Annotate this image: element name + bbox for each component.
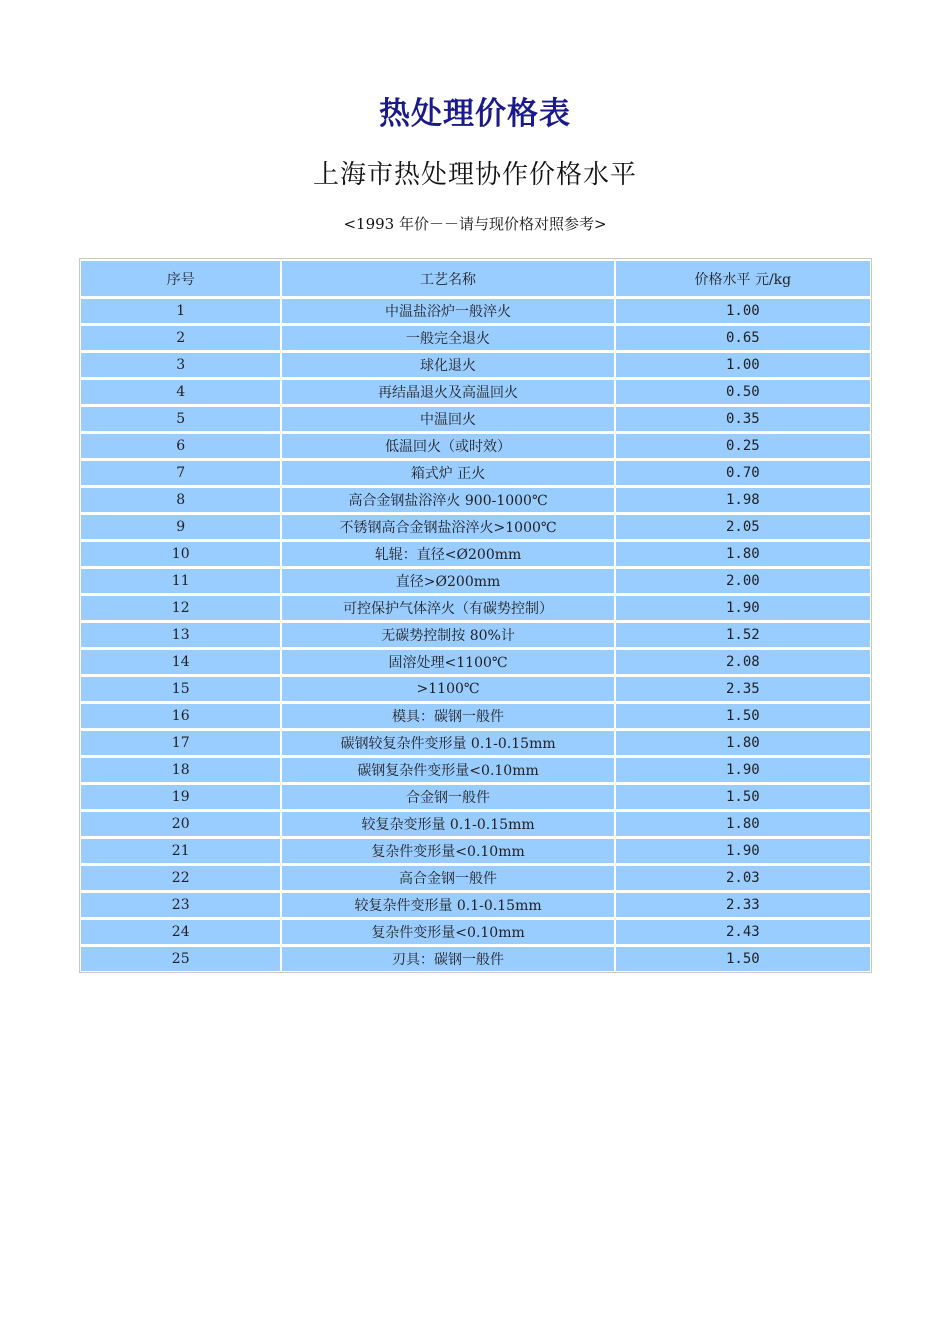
table-row bbox=[80, 540, 871, 567]
table-row bbox=[80, 783, 871, 810]
table-row bbox=[80, 432, 871, 459]
page-subtitle: 上海市热处理协作价格水平 bbox=[312, 160, 637, 190]
table-row bbox=[80, 486, 871, 513]
price-cell: 2.03 bbox=[615, 864, 871, 891]
process-name-cell: 碳钢较复杂件变形量 0.1-0.15mm bbox=[281, 729, 614, 756]
serial-number-cell: 18 bbox=[80, 756, 281, 783]
process-name-cell: 可控保护气体淬火（有碳势控制） bbox=[281, 594, 614, 621]
price-cell: 1.98 bbox=[615, 486, 871, 513]
price-cell: 0.50 bbox=[615, 378, 871, 405]
price-cell: 2.00 bbox=[615, 567, 871, 594]
serial-number-cell: 10 bbox=[80, 540, 281, 567]
serial-number-cell: 5 bbox=[80, 405, 281, 432]
serial-number-cell: 6 bbox=[80, 432, 281, 459]
price-cell: 2.43 bbox=[615, 918, 871, 945]
price-cell: 0.70 bbox=[615, 459, 871, 486]
process-name-cell: 箱式炉 正火 bbox=[281, 459, 614, 486]
serial-number-cell: 22 bbox=[80, 864, 281, 891]
process-name-cell: 无碳势控制按 80%计 bbox=[281, 621, 614, 648]
serial-number-cell: 20 bbox=[80, 810, 281, 837]
price-cell: 1.50 bbox=[615, 702, 871, 729]
price-cell: 1.80 bbox=[615, 729, 871, 756]
price-cell: 0.25 bbox=[615, 432, 871, 459]
table-row bbox=[80, 351, 871, 378]
process-name-cell: 模具：碳钢一般件 bbox=[281, 702, 614, 729]
table-row bbox=[80, 648, 871, 675]
serial-number-cell: 13 bbox=[80, 621, 281, 648]
serial-number-cell: 15 bbox=[80, 675, 281, 702]
process-name-cell: 固溶处理<1100℃ bbox=[281, 648, 614, 675]
process-name-cell: 低温回火（或时效） bbox=[281, 432, 614, 459]
process-name-cell: 复杂件变形量<0.10mm bbox=[281, 918, 614, 945]
price-cell: 1.50 bbox=[615, 783, 871, 810]
price-cell: 1.00 bbox=[615, 297, 871, 324]
price-cell: 1.90 bbox=[615, 756, 871, 783]
serial-number-cell: 21 bbox=[80, 837, 281, 864]
table-row bbox=[80, 621, 871, 648]
price-cell: 1.50 bbox=[615, 945, 871, 972]
table-row bbox=[80, 891, 871, 918]
table-row bbox=[80, 297, 871, 324]
table-row bbox=[80, 864, 871, 891]
table-row bbox=[80, 513, 871, 540]
price-cell: 0.35 bbox=[615, 405, 871, 432]
table-row bbox=[80, 756, 871, 783]
process-name-cell: >1100℃ bbox=[281, 675, 614, 702]
table-row bbox=[80, 567, 871, 594]
table-row bbox=[80, 729, 871, 756]
price-cell: 2.08 bbox=[615, 648, 871, 675]
process-name-cell: 球化退火 bbox=[281, 351, 614, 378]
serial-number-cell: 2 bbox=[80, 324, 281, 351]
process-name-cell: 较复杂变形量 0.1-0.15mm bbox=[281, 810, 614, 837]
serial-number-cell: 19 bbox=[80, 783, 281, 810]
price-cell: 1.52 bbox=[615, 621, 871, 648]
serial-number-cell: 7 bbox=[80, 459, 281, 486]
process-name-cell: 轧辊：直径<Ø200mm bbox=[281, 540, 614, 567]
process-name-cell: 再结晶退火及高温回火 bbox=[281, 378, 614, 405]
table-body bbox=[80, 297, 871, 972]
header-process-name: 工艺名称 bbox=[281, 259, 614, 297]
table-row bbox=[80, 378, 871, 405]
table-row bbox=[80, 702, 871, 729]
serial-number-cell: 23 bbox=[80, 891, 281, 918]
serial-number-cell: 3 bbox=[80, 351, 281, 378]
table-row bbox=[80, 810, 871, 837]
serial-number-cell: 9 bbox=[80, 513, 281, 540]
price-cell: 1.90 bbox=[615, 594, 871, 621]
process-name-cell: 碳钢复杂件变形量<0.10mm bbox=[281, 756, 614, 783]
price-cell: 1.90 bbox=[615, 837, 871, 864]
process-name-cell: 复杂件变形量<0.10mm bbox=[281, 837, 614, 864]
process-name-cell: 中温盐浴炉一般淬火 bbox=[281, 297, 614, 324]
process-name-cell: 刃具：碳钢一般件 bbox=[281, 945, 614, 972]
serial-number-cell: 8 bbox=[80, 486, 281, 513]
table-row bbox=[80, 459, 871, 486]
table-row bbox=[80, 918, 871, 945]
price-table bbox=[79, 258, 872, 973]
table-row bbox=[80, 324, 871, 351]
table-header-row bbox=[80, 259, 871, 297]
table-row bbox=[80, 594, 871, 621]
serial-number-cell: 16 bbox=[80, 702, 281, 729]
serial-number-cell: 24 bbox=[80, 918, 281, 945]
price-cell: 1.80 bbox=[615, 810, 871, 837]
process-name-cell: 合金钢一般件 bbox=[281, 783, 614, 810]
header-serial-number: 序号 bbox=[80, 259, 281, 297]
table-row bbox=[80, 837, 871, 864]
process-name-cell: 较复杂件变形量 0.1-0.15mm bbox=[281, 891, 614, 918]
page-title: 热处理价格表 bbox=[379, 96, 571, 132]
process-name-cell: 直径>Ø200mm bbox=[281, 567, 614, 594]
table-row bbox=[80, 945, 871, 972]
price-year-note: <1993 年价－－请与现价格对照参考> bbox=[343, 215, 607, 233]
process-name-cell: 一般完全退火 bbox=[281, 324, 614, 351]
serial-number-cell: 17 bbox=[80, 729, 281, 756]
serial-number-cell: 25 bbox=[80, 945, 281, 972]
process-name-cell: 中温回火 bbox=[281, 405, 614, 432]
process-name-cell: 高合金钢盐浴淬火 900-1000℃ bbox=[281, 486, 614, 513]
table-row bbox=[80, 675, 871, 702]
price-cell: 0.65 bbox=[615, 324, 871, 351]
price-cell: 1.00 bbox=[615, 351, 871, 378]
price-cell: 2.33 bbox=[615, 891, 871, 918]
serial-number-cell: 11 bbox=[80, 567, 281, 594]
process-name-cell: 高合金钢一般件 bbox=[281, 864, 614, 891]
table-row bbox=[80, 405, 871, 432]
price-cell: 1.80 bbox=[615, 540, 871, 567]
serial-number-cell: 12 bbox=[80, 594, 281, 621]
process-name-cell: 不锈钢高合金钢盐浴淬火>1000℃ bbox=[281, 513, 614, 540]
serial-number-cell: 14 bbox=[80, 648, 281, 675]
serial-number-cell: 1 bbox=[80, 297, 281, 324]
header-price-level: 价格水平 元/kg bbox=[615, 259, 871, 297]
price-cell: 2.05 bbox=[615, 513, 871, 540]
price-cell: 2.35 bbox=[615, 675, 871, 702]
serial-number-cell: 4 bbox=[80, 378, 281, 405]
